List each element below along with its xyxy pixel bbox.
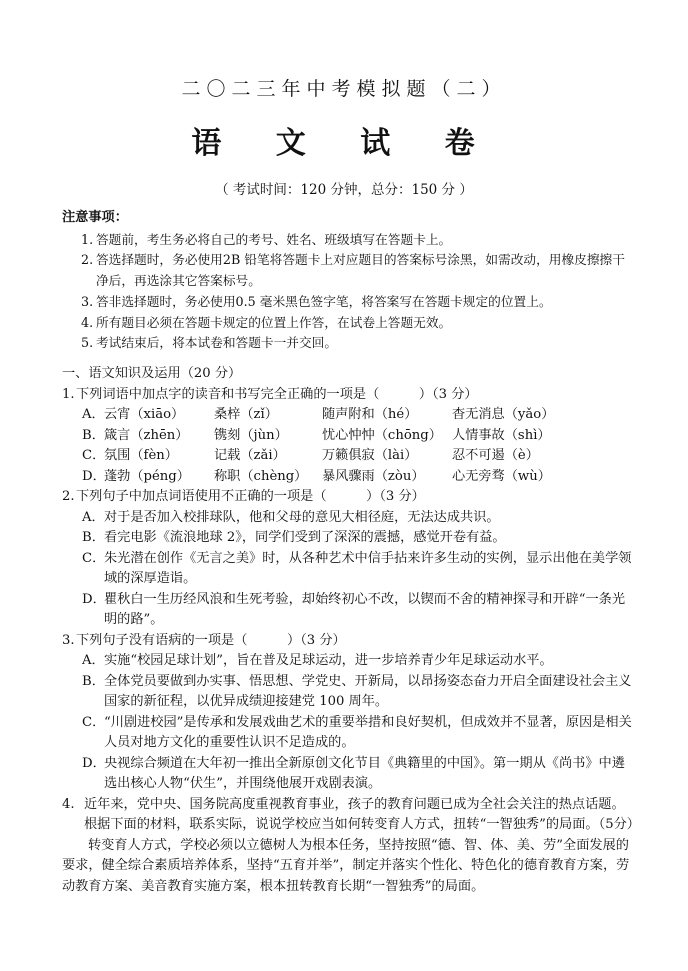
- option-cell: 暴风骤雨（zòu）: [322, 468, 425, 484]
- exam-body: [62, 208, 640, 897]
- question-stem: [62, 385, 634, 406]
- question-text: 下列词语中加点字的读音和书写完全正确的一项是（ ）（3 分）: [76, 386, 478, 402]
- option-label: B．: [82, 673, 105, 689]
- option-d: [62, 754, 634, 795]
- option-a: [62, 508, 634, 529]
- exam-info: （ 考试时间：120 分钟，总分：150 分 ）: [215, 182, 473, 198]
- option-label: B．: [82, 427, 105, 443]
- option-label: D．: [82, 591, 106, 607]
- option-cell: 记载（zǎi）: [214, 448, 286, 464]
- option-cell: 忍不可遏（è）: [452, 448, 539, 464]
- option-cell: 云宵（xiāo）: [104, 407, 185, 423]
- question-number: 3.: [62, 632, 75, 648]
- notice-item-text: 所有题目必须在答题卡规定的位置上作答，在试卷上答题无效。: [96, 314, 452, 330]
- option-label: B．: [82, 530, 105, 546]
- option-a: [62, 651, 634, 672]
- option-cell: 万籁俱寂（lài）: [322, 448, 418, 464]
- option-cell: 桑梓（zǐ）: [214, 407, 278, 423]
- option-label: C．: [82, 448, 106, 464]
- exam-subtitle: 二〇二三年中考模拟题（二）: [181, 78, 507, 100]
- question-text: 下列句子没有语病的一项是（ ）（3 分）: [76, 632, 346, 648]
- option-cell: 称职（chèng）: [214, 468, 308, 484]
- notice-item: [62, 292, 634, 313]
- option-text: 全体党员要做到办实事、悟思想、学党史、开新局，以昂扬姿态奋力开启全面建设社会主义国家的新征程，以优异成绩迎接建党 100 周年。: [104, 673, 632, 710]
- question-number: 1.: [62, 386, 75, 402]
- option-cell: 杳无消息（yǎo）: [452, 407, 555, 423]
- option-text: 实施“校园足球计划”，旨在普及足球运动，进一步培养青少年足球运动水平。: [104, 653, 553, 669]
- notice-item-text: 答题前，考生务必将自己的考号、姓名、班级填写在答题卡上。: [96, 231, 452, 247]
- question-1: [62, 385, 634, 488]
- option-label: D．: [82, 468, 106, 484]
- exam-title: 语 文 试 卷: [191, 126, 497, 161]
- option-label: C．: [82, 550, 106, 566]
- option-cell: 箴言（zhēn）: [104, 427, 189, 443]
- option-cell: 随声附和（hé）: [322, 407, 418, 423]
- option-row-c: [62, 446, 634, 467]
- option-b: [62, 672, 634, 713]
- option-b: [62, 528, 634, 549]
- question-text: 近年来，党中央、国务院高度重视教育事业，孩子的教育问题已成为全社会关注的热点话题。根据下面的材料，联系实际，说说学校应当如何转变育人方式，扭转“一智独秀”的局面。（5分）: [84, 796, 640, 833]
- option-cell: 忧心忡忡（chōng）: [322, 427, 442, 443]
- option-row-d: [62, 467, 634, 488]
- option-cell: 氛围（fèn）: [104, 448, 178, 464]
- notice-title: 注意事项：: [62, 210, 128, 225]
- notice-item: [62, 333, 634, 354]
- question-4: [62, 795, 640, 898]
- option-cell: 心无旁骛（wù）: [452, 468, 551, 484]
- option-label: A．: [82, 407, 105, 423]
- notice-item-num: 2.: [81, 252, 94, 268]
- notice-item-text: 答选择题时，务必使用2B 铅笔将答题卡上对应题目的答案标号涂黑，如需改动，用橡皮擦擦干净后，再选涂其它答案标号。: [96, 252, 625, 289]
- option-c: [62, 713, 634, 754]
- option-text: “川剧进校园”是传承和发展戏曲艺术的重要举措和良好契机，但成效并不显著，原因是相关人员对地方文化的重要性认识不足造成的。: [104, 714, 632, 751]
- question-text: 下列句子中加点词语使用不正确的一项是（ ）（3 分）: [76, 489, 425, 505]
- option-label: C．: [82, 714, 106, 730]
- question-stem: [62, 795, 640, 836]
- notice-item-text: 答非选择题时，务必使用0.5 毫米黑色签字笔，将答案写在答题卡规定的位置上。: [96, 293, 552, 309]
- question-stem: [62, 631, 634, 652]
- notice-item-num: 1.: [81, 231, 94, 247]
- notice-item-num: 3.: [81, 293, 94, 309]
- option-row-a: [62, 405, 634, 426]
- section-heading: 一、语文知识及运用（20 分）: [62, 366, 242, 382]
- option-label: D．: [82, 755, 106, 771]
- notice-item: [62, 250, 634, 292]
- option-cell: 镌刻（jùn）: [214, 427, 288, 443]
- notice-item: [62, 230, 634, 251]
- question-stem: [62, 487, 634, 508]
- option-text: 朱光潜在创作《无言之美》时，从各种艺术中信手拈来许多生动的实例，显示出他在美学领域的深厚造诣。: [104, 550, 632, 587]
- question-number: 2.: [62, 489, 75, 505]
- question-number: 4.: [62, 796, 75, 812]
- notice-item: [62, 313, 634, 334]
- notice-item-num: 4.: [81, 314, 94, 330]
- option-d: [62, 590, 634, 631]
- option-text: 央视综合频道在大年初一推出全新原创文化节目《典籍里的中国》。第一期从《尚书》中遴选出核心人物“伏生”，并围绕他展开戏剧表演。: [104, 755, 625, 792]
- notice-item-text: 考试结束后，将本试卷和答题卡一并交回。: [96, 335, 338, 351]
- option-label: A．: [82, 509, 105, 525]
- option-label: A．: [82, 653, 105, 669]
- option-cell: 人情事故（shì）: [452, 427, 551, 443]
- option-text: 看完电影《流浪地球 2》，同学们受到了深深的震撼，感觉开卷有益。: [104, 530, 506, 546]
- option-cell: 蓬勃（péng）: [104, 468, 190, 484]
- option-text: 瞿秋白一生历经风浪和生死考验，却始终初心不改，以锲而不舍的精神探寻和开辟“一条光明的路”。: [104, 591, 626, 628]
- notice-item-num: 5.: [81, 335, 94, 351]
- question-material: 转变育人方式，学校必须以立德树人为根本任务，坚持按照“德、智、体、美、劳”全面发展的要求，健全综合素质培养体系，坚持“五育并举”，制定并落实个性化、特色化的德育教育方案，劳动教育方案、美音教育实施方案，根本扭转教育长期“一智独秀”的局面。: [62, 837, 630, 894]
- question-3: [62, 631, 634, 795]
- option-c: [62, 549, 634, 590]
- question-2: [62, 487, 634, 631]
- option-row-b: [62, 426, 634, 447]
- option-text: 对于是否加入校排球队，他和父母的意见大相径庭，无法达成共识。: [104, 509, 500, 525]
